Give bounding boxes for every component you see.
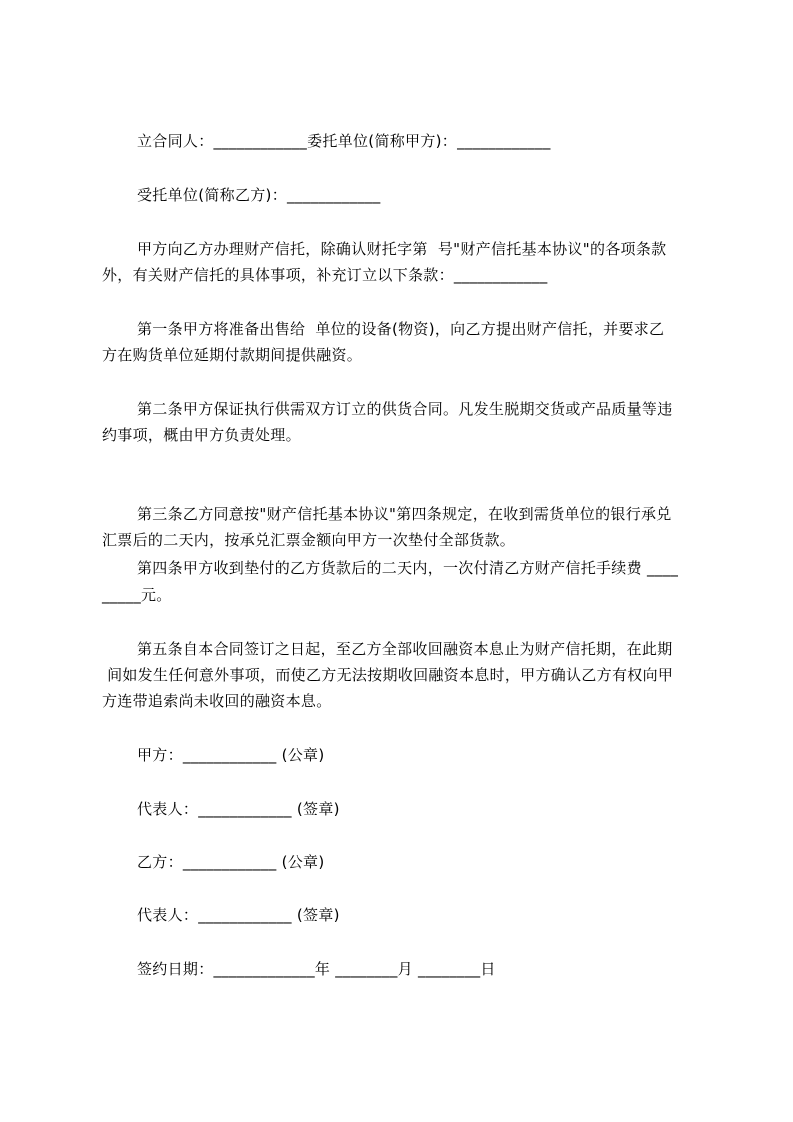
trustee-line: 受托单位(简称乙方)：____________	[137, 186, 381, 204]
intro-paragraph-line-1: 甲方向乙方办理财产信托，除确认财托字第 号"财产信托基本协议"的各项条款	[137, 240, 667, 258]
article-3-line-2: 汇票后的二天内，按承兑汇票金额向甲方一次垫付全部货款。	[102, 531, 516, 549]
article-5-line-3: 方连带追索尚未收回的融资本息。	[102, 692, 332, 710]
signature-party-b: 乙方：____________ (公章)	[137, 853, 325, 871]
intro-paragraph-line-2: 外，有关财产信托的具体事项，补充订立以下条款：____________	[102, 266, 548, 284]
article-1-line-1: 第一条甲方将准备出售给 单位的设备(物资)，向乙方提出财产信托，并要求乙	[137, 320, 665, 338]
article-4-line-1: 第四条甲方收到垫付的乙方货款后的二天内，一次付清乙方财产信托手续费 ____	[137, 559, 679, 577]
signature-party-a: 甲方：____________ (公章)	[137, 746, 325, 764]
article-5-line-1: 第五条自本合同签订之日起，至乙方全部收回融资本息止为财产信托期，在此期	[137, 640, 673, 658]
contract-party-line: 立合同人：____________委托单位(简称甲方)：____________	[137, 132, 551, 150]
article-2-line-2: 约事项，概由甲方负责处理。	[102, 426, 301, 444]
article-3-line-1: 第三条乙方同意按"财产信托基本协议"第四条规定，在收到需货单位的银行承兑	[137, 505, 672, 523]
signature-representative-b: 代表人：____________ (签章)	[137, 906, 340, 924]
article-5-line-2: 间如发生任何意外事项，而使乙方无法按期收回融资本息时，甲方确认乙方有权向甲	[102, 666, 674, 684]
signature-representative-a: 代表人：____________ (签章)	[137, 800, 340, 818]
article-1-line-2: 方在购货单位延期付款期间提供融资。	[102, 346, 363, 364]
signing-date: 签约日期：_____________年 ________月 ________日	[137, 960, 496, 978]
article-4-line-2: _____元。	[102, 586, 172, 604]
article-2-line-1: 第二条甲方保证执行供需双方订立的供货合同。凡发生脱期交货或产品质量等违	[137, 400, 673, 418]
